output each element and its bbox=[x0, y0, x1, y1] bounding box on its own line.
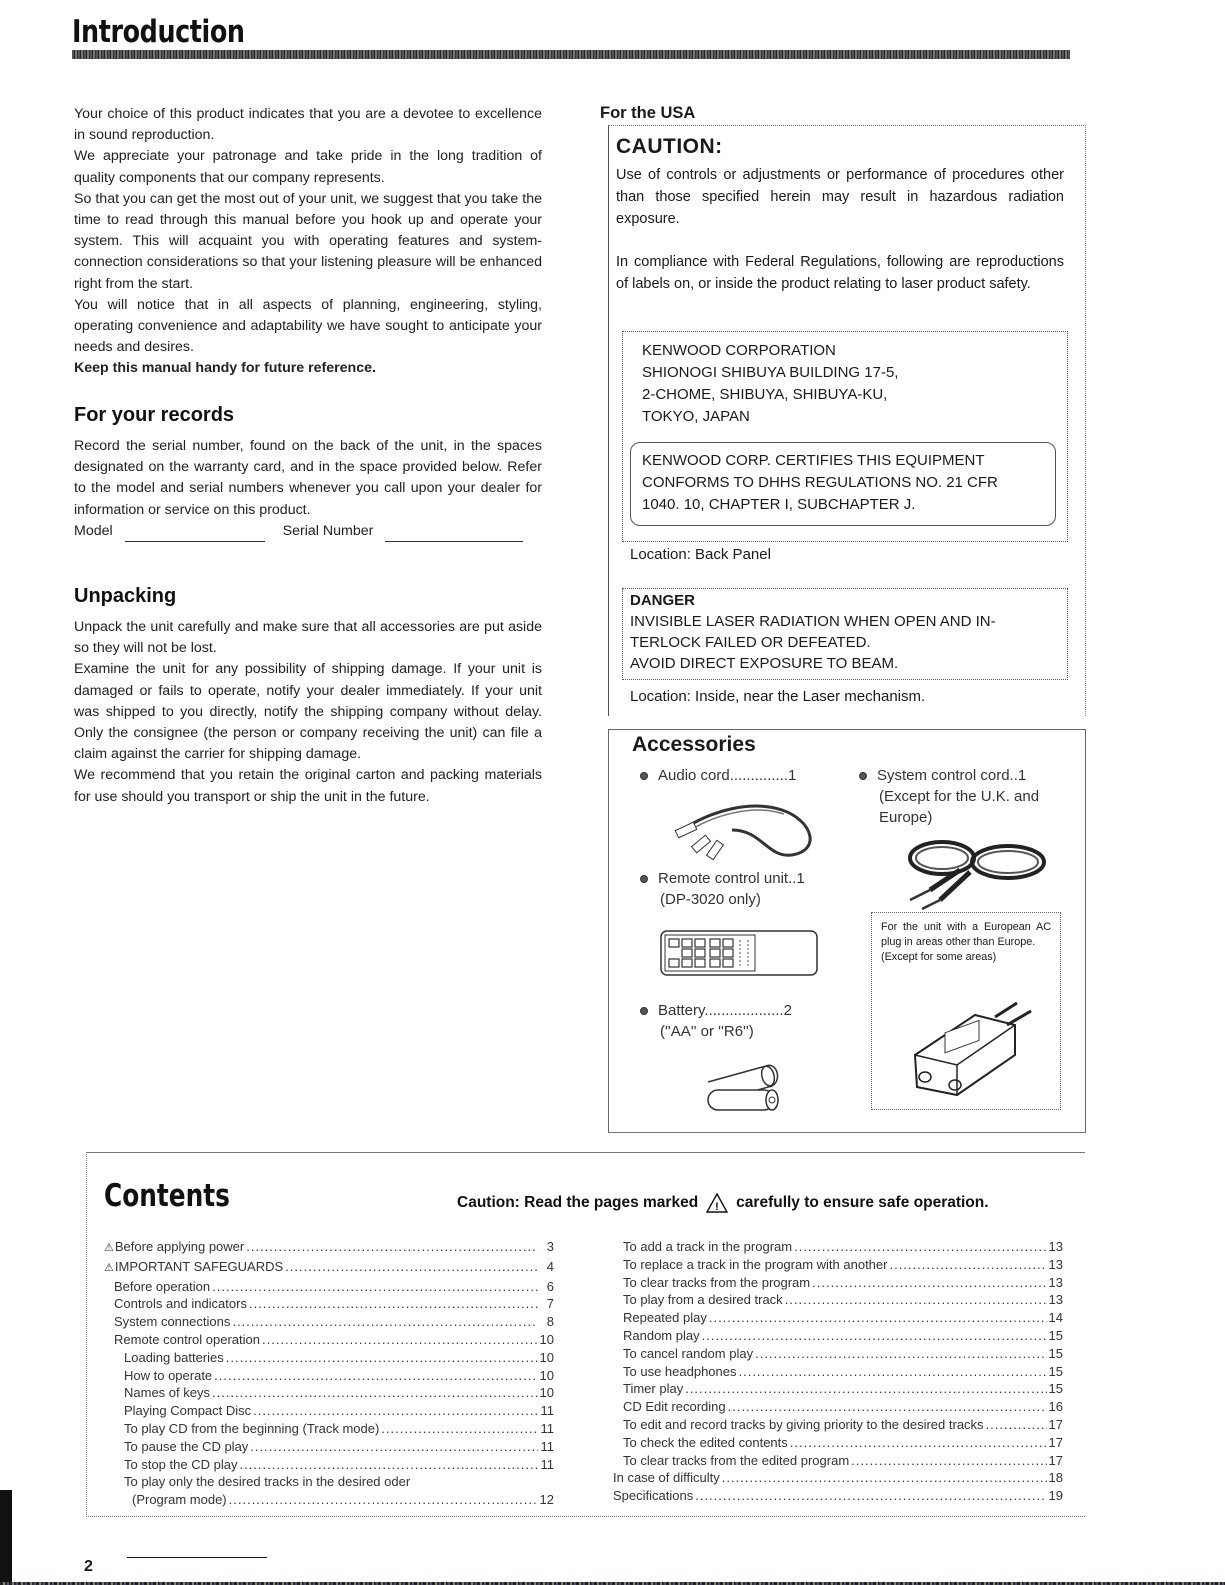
toc-page-number: 6 bbox=[546, 1278, 554, 1294]
toc-entry-label: To pause the CD play bbox=[124, 1438, 249, 1454]
toc-page-number: 16 bbox=[1048, 1399, 1063, 1415]
toc-entry[interactable] bbox=[104, 1295, 554, 1313]
toc-page-number: 15 bbox=[1048, 1345, 1063, 1361]
toc-leader-dots bbox=[214, 1367, 537, 1385]
toc-page-number: 11 bbox=[540, 1420, 554, 1436]
toc-entry-label: System connections bbox=[114, 1314, 231, 1330]
toc-leader-dots bbox=[812, 1274, 1046, 1292]
toc-entry-label: To clear tracks from the program bbox=[623, 1274, 811, 1290]
toc-entry[interactable] bbox=[104, 1258, 554, 1278]
toc-entry-label: To check the edited contents bbox=[623, 1434, 788, 1450]
toc-leader-dots bbox=[285, 1258, 538, 1276]
toc-page-number: 13 bbox=[1048, 1239, 1063, 1254]
accessory-note: (Except for the U.K. and bbox=[879, 788, 1040, 805]
toc-entry-label: To edit and record tracks by giving priority to the desired tracks bbox=[623, 1416, 984, 1432]
toc-entry[interactable] bbox=[104, 1438, 554, 1456]
toc-leader-dots bbox=[785, 1291, 1047, 1309]
toc-entry-label: Timer play bbox=[623, 1381, 684, 1397]
accessory-label: Audio cord..............1 bbox=[658, 767, 797, 784]
intro-section bbox=[74, 104, 542, 380]
toc-entry-label: Remote control operation bbox=[114, 1331, 260, 1347]
toc-entry[interactable] bbox=[613, 1363, 1063, 1381]
toc-left-column bbox=[104, 1238, 554, 1509]
page-edge-bar bbox=[0, 1490, 12, 1585]
toc-leader-dots bbox=[229, 1491, 538, 1509]
toc-leader-dots bbox=[250, 1438, 538, 1456]
danger-line: TERLOCK FAILED OR DEFEATED. bbox=[630, 634, 871, 651]
toc-entry-label: To replace a track in the program with another bbox=[623, 1256, 888, 1272]
toc-leader-dots bbox=[381, 1420, 538, 1438]
toc-leader-dots bbox=[212, 1278, 538, 1296]
toc-entry-label: IMPORTANT SAFEGUARDS bbox=[114, 1258, 284, 1274]
toc-leader-dots bbox=[702, 1327, 1047, 1345]
toc-leader-dots bbox=[685, 1380, 1046, 1398]
toc-leader-dots bbox=[794, 1238, 1046, 1256]
toc-entry-label: To clear tracks from the edited program bbox=[623, 1452, 850, 1468]
records-text: Record the serial number, found on the back of the unit, in the spaces designated on the warranty card, and in the space provided below. Refer to the model and serial numbers whenever you call upon your dealer for information or service on this product. bbox=[74, 438, 542, 518]
location-back-panel: Location: Back Panel bbox=[630, 546, 771, 563]
toc-page-number: 11 bbox=[540, 1456, 554, 1472]
toc-leader-dots bbox=[262, 1331, 538, 1349]
toc-entry[interactable] bbox=[104, 1456, 554, 1474]
accessory-system-control-cord bbox=[859, 765, 1039, 828]
toc-leader-dots bbox=[889, 1256, 1046, 1274]
intro-paragraph: You will notice that in all aspects of planning, engineering, styling, operating convenience and adaptability we have sought to anticipate your needs and desires. bbox=[74, 296, 542, 356]
svg-text:!: ! bbox=[715, 1201, 720, 1213]
bullet-icon bbox=[640, 772, 648, 780]
toc-entry-label: Controls and indicators bbox=[114, 1296, 247, 1312]
usa-heading: For the USA bbox=[600, 104, 696, 122]
unpacking-paragraph: Examine the unit for any possibility of shipping damage. If your unit is damaged or fails to operate, notify your dealer immediately. If your unit was shipped to you directly, notify the shipping company without delay. Only the consignee (the person or company receiving the unit) can file a claim against the carrier for shipping damage. bbox=[74, 661, 542, 763]
cert-line: CONFORMS TO DHHS REGULATIONS NO. 21 CFR bbox=[642, 474, 998, 491]
toc-entry-label: CD Edit recording bbox=[623, 1399, 726, 1415]
toc-entry[interactable] bbox=[613, 1452, 1063, 1470]
toc-entry-label: To add a track in the program bbox=[623, 1239, 793, 1254]
toc-page-number: 13 bbox=[1048, 1256, 1063, 1272]
toc-entry[interactable] bbox=[613, 1256, 1063, 1274]
toc-leader-dots bbox=[246, 1238, 538, 1256]
accessory-remote bbox=[640, 868, 805, 910]
cert-line: 1040. 10, CHAPTER I, SUBCHAPTER J. bbox=[642, 496, 916, 513]
location-inside: Location: Inside, near the Laser mechanism. bbox=[630, 688, 926, 705]
keep-manual-note: Keep this manual handy for future reference. bbox=[74, 360, 376, 377]
model-label: Model bbox=[74, 522, 113, 539]
toc-page-number: 7 bbox=[546, 1296, 554, 1312]
toc-entry[interactable] bbox=[613, 1487, 1063, 1505]
model-serial-fields bbox=[74, 521, 542, 542]
toc-page-number: 19 bbox=[1048, 1488, 1063, 1504]
toc-entry-label: In case of difficulty bbox=[613, 1470, 720, 1486]
toc-entry[interactable] bbox=[613, 1398, 1063, 1416]
toc-entry-label: To play only the desired tracks in the desired oder bbox=[124, 1474, 411, 1490]
toc-page-number: 15 bbox=[1048, 1327, 1063, 1343]
toc-entry[interactable] bbox=[104, 1313, 554, 1331]
toc-entry-label: To play CD from the beginning (Track mode) bbox=[124, 1420, 380, 1436]
toc-entry-label: Before operation bbox=[114, 1278, 211, 1294]
toc-entry-label: (Program mode) bbox=[132, 1492, 227, 1508]
toc-entry-label: Loading batteries bbox=[124, 1349, 224, 1365]
toc-entry[interactable] bbox=[104, 1367, 554, 1385]
toc-right-column bbox=[613, 1238, 1063, 1505]
toc-page-number: 17 bbox=[1048, 1434, 1063, 1450]
toc-page-number: 10 bbox=[539, 1349, 554, 1365]
accessory-note: Europe) bbox=[879, 809, 933, 826]
toc-page-number: 18 bbox=[1048, 1470, 1063, 1486]
toc-page-number: 3 bbox=[546, 1239, 554, 1254]
toc-entry[interactable] bbox=[104, 1278, 554, 1296]
toc-page-number: 15 bbox=[1048, 1381, 1063, 1397]
caution-prefix: Caution: Read the pages marked bbox=[457, 1194, 699, 1211]
toc-entry-label: Specifications bbox=[613, 1488, 694, 1504]
records-heading: For your records bbox=[74, 404, 235, 426]
compliance-text: In compliance with Federal Regulations, following are reproductions of labels on, or inside the product relating to laser product safety. bbox=[616, 254, 1064, 292]
toc-page-number: 10 bbox=[539, 1385, 554, 1401]
toc-page-number: 11 bbox=[540, 1403, 554, 1419]
intro-paragraph: So that you can get the most out of your unit, we suggest that you take the time to read through this manual before you hook up and operate your system. This will acquaint you with operating features and system-connection considerations so that your listening pleasure will be enhanced right from the start. bbox=[74, 190, 542, 292]
toc-page-number: 13 bbox=[1048, 1274, 1063, 1290]
bullet-icon bbox=[859, 772, 867, 780]
toc-entry[interactable] bbox=[104, 1402, 554, 1420]
accessory-battery bbox=[640, 1000, 792, 1042]
toc-page-number: 10 bbox=[539, 1331, 554, 1347]
toc-entry[interactable] bbox=[104, 1331, 554, 1349]
toc-leader-dots bbox=[722, 1469, 1047, 1487]
toc-leader-dots bbox=[851, 1452, 1046, 1470]
toc-leader-dots bbox=[253, 1402, 538, 1420]
toc-leader-dots bbox=[226, 1349, 538, 1367]
toc-entry[interactable] bbox=[613, 1327, 1063, 1345]
records-section bbox=[74, 436, 542, 542]
danger-line: AVOID DIRECT EXPOSURE TO BEAM. bbox=[630, 655, 899, 672]
danger-line: INVISIBLE LASER RADIATION WHEN OPEN AND IN- bbox=[630, 613, 996, 630]
toc-entry[interactable] bbox=[613, 1291, 1063, 1309]
unpacking-section bbox=[74, 617, 542, 808]
toc-leader-dots bbox=[738, 1363, 1046, 1381]
serial-blank[interactable] bbox=[385, 527, 523, 542]
address-line: SHIONOGI SHIBUYA BUILDING 17-5, bbox=[642, 364, 899, 381]
toc-entry[interactable] bbox=[104, 1491, 554, 1509]
toc-entry-label: To use headphones bbox=[623, 1363, 737, 1379]
toc-entry-label: To cancel random play bbox=[623, 1345, 754, 1361]
caution-heading: CAUTION: bbox=[616, 135, 723, 158]
contents-caution-note bbox=[457, 1193, 989, 1213]
address-line: 2-CHOME, SHIBUYA, SHIBUYA-KU, bbox=[642, 386, 888, 403]
toc-leader-dots bbox=[212, 1384, 538, 1402]
toc-entry[interactable] bbox=[613, 1345, 1063, 1363]
caution-text: Use of controls or adjustments or performance of procedures other than those specified herein may result in hazardous radiation exposure. bbox=[616, 167, 1064, 227]
caution-suffix: carefully to ensure safe operation. bbox=[736, 1194, 989, 1211]
cert-line: KENWOOD CORP. CERTIFIES THIS EQUIPMENT bbox=[642, 452, 985, 469]
accessory-audio-cord bbox=[640, 765, 796, 786]
accessories-heading: Accessories bbox=[632, 733, 756, 756]
toc-entry-label: Before applying power bbox=[114, 1239, 245, 1254]
accessory-note: (''AA'' or ''R6'') bbox=[660, 1023, 754, 1040]
page-title: Introduction bbox=[72, 14, 245, 50]
toc-page-number: 11 bbox=[540, 1438, 554, 1454]
address-line: KENWOOD CORPORATION bbox=[642, 342, 836, 359]
toc-leader-dots bbox=[709, 1309, 1047, 1327]
toc-entry[interactable] bbox=[104, 1349, 554, 1367]
system-control-cord-icon bbox=[900, 834, 1050, 910]
plug-note-exception: (Except for some areas) bbox=[881, 951, 997, 963]
bullet-icon bbox=[640, 1007, 648, 1015]
bullet-icon bbox=[640, 875, 648, 883]
toc-entry-label: Names of keys bbox=[124, 1385, 210, 1401]
toc-entry[interactable] bbox=[613, 1238, 1063, 1256]
model-blank[interactable] bbox=[125, 527, 265, 542]
intro-paragraph: We appreciate your patronage and take pride in the long tradition of quality components that our company represents. bbox=[74, 148, 542, 186]
toc-leader-dots bbox=[249, 1295, 538, 1313]
toc-entry[interactable] bbox=[104, 1420, 554, 1438]
toc-page-number: 13 bbox=[1048, 1292, 1063, 1308]
title-rule bbox=[72, 50, 1070, 59]
warning-triangle-icon: ⚠ bbox=[104, 1261, 114, 1274]
toc-page-number: 15 bbox=[1048, 1363, 1063, 1379]
certification-text bbox=[642, 450, 998, 516]
intro-paragraph: Your choice of this product indicates that you are a devotee to excellence in sound reproduction. bbox=[74, 106, 542, 144]
toc-entry[interactable] bbox=[613, 1469, 1063, 1487]
danger-heading: DANGER bbox=[630, 592, 696, 609]
accessory-label: System control cord..1 bbox=[877, 767, 1027, 784]
toc-leader-dots bbox=[728, 1398, 1047, 1416]
plug-note-text: For the unit with a European AC plug in areas other than Europe. bbox=[881, 921, 1051, 948]
danger-label bbox=[630, 590, 996, 674]
accessory-label: Remote control unit..1 bbox=[658, 870, 805, 887]
serial-label: Serial Number bbox=[282, 522, 374, 539]
toc-page-number: 10 bbox=[539, 1367, 554, 1383]
toc-entry-label: How to operate bbox=[124, 1367, 213, 1383]
toc-entry[interactable] bbox=[613, 1380, 1063, 1398]
warning-triangle-icon: ⚠ bbox=[104, 1242, 114, 1254]
toc-leader-dots bbox=[239, 1456, 538, 1474]
toc-page-number: 14 bbox=[1048, 1310, 1063, 1326]
toc-leader-dots bbox=[232, 1313, 538, 1331]
toc-entry-label: To play from a desired track bbox=[623, 1292, 783, 1308]
toc-leader-dots bbox=[790, 1434, 1047, 1452]
toc-entry-label: Repeated play bbox=[623, 1310, 707, 1326]
battery-icon bbox=[700, 1060, 790, 1116]
audio-cord-icon bbox=[672, 790, 832, 870]
unpacking-paragraph: Unpack the unit carefully and make sure that all accessories are put aside so they will not be lost. bbox=[74, 619, 542, 657]
toc-entry[interactable] bbox=[613, 1416, 1063, 1434]
toc-entry-label: Random play bbox=[623, 1327, 700, 1343]
toc-entry[interactable] bbox=[613, 1309, 1063, 1327]
toc-leader-dots bbox=[695, 1487, 1046, 1505]
toc-entry[interactable] bbox=[104, 1384, 554, 1402]
toc-page-number: 4 bbox=[546, 1258, 554, 1274]
ac-plug-adapter-icon bbox=[895, 995, 1045, 1100]
unpacking-heading: Unpacking bbox=[74, 585, 177, 607]
address-line: TOKYO, JAPAN bbox=[642, 408, 750, 425]
plug-adapter-note bbox=[881, 920, 1051, 965]
contents-heading: Contents bbox=[104, 1178, 230, 1214]
toc-entry[interactable] bbox=[104, 1473, 554, 1491]
accessory-label: Battery...................2 bbox=[658, 1002, 792, 1019]
warning-triangle-icon bbox=[706, 1193, 728, 1213]
footer-link-underline[interactable] bbox=[127, 1557, 267, 1558]
toc-page-number: 17 bbox=[1048, 1452, 1063, 1468]
toc-entry[interactable] bbox=[613, 1274, 1063, 1292]
toc-leader-dots bbox=[986, 1416, 1047, 1434]
toc-entry[interactable] bbox=[104, 1238, 554, 1258]
toc-page-number: 12 bbox=[539, 1492, 554, 1508]
label-address bbox=[642, 340, 898, 428]
toc-page-number: 8 bbox=[546, 1314, 554, 1330]
toc-entry[interactable] bbox=[613, 1434, 1063, 1452]
accessory-note: (DP-3020 only) bbox=[660, 891, 761, 908]
toc-entry-label: Playing Compact Disc bbox=[124, 1403, 252, 1419]
toc-page-number: 17 bbox=[1048, 1416, 1063, 1432]
toc-leader-dots bbox=[755, 1345, 1046, 1363]
page-number: 2 bbox=[84, 1558, 93, 1575]
toc-entry-label: To stop the CD play bbox=[124, 1456, 238, 1472]
unpacking-paragraph: We recommend that you retain the original carton and packing materials for use should you transport or ship the unit in the future. bbox=[74, 767, 542, 805]
remote-control-icon bbox=[660, 930, 820, 978]
